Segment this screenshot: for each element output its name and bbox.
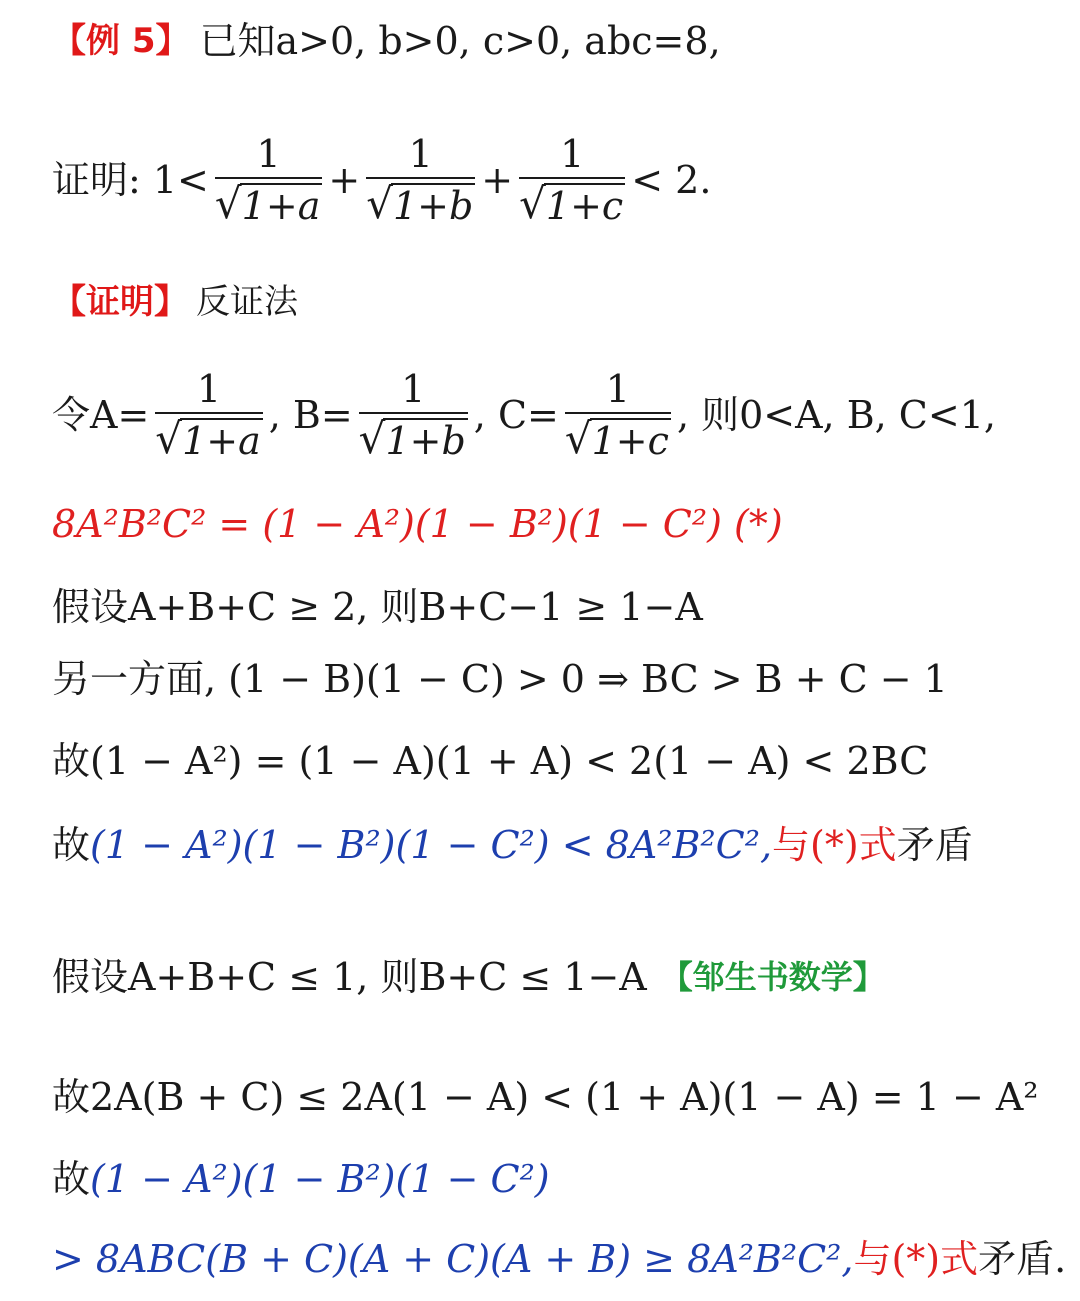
- radicand: 1+a: [241, 184, 321, 228]
- proof-tag: 【证明】: [52, 282, 188, 322]
- hence-4-expr: (1 − A²)(1 − B²)(1 − C²): [90, 1157, 550, 1201]
- final-line: [52, 1237, 1067, 1281]
- plus-sign: +: [481, 158, 514, 202]
- radicand: 1+b: [385, 419, 466, 463]
- fraction-c: [519, 132, 625, 228]
- final-contra: 与(*)式: [853, 1237, 979, 1281]
- radicand: 1+c: [591, 419, 669, 463]
- hence-2-expr: (1 − A²)(1 − B²)(1 − C²) < 8A²B²C²,: [90, 823, 773, 867]
- sqrt-icon: √: [155, 414, 183, 463]
- hence-2-contra: 与(*)式: [772, 823, 897, 867]
- fraction-numerator: 1: [256, 132, 281, 176]
- sqrt-icon: √: [366, 179, 393, 228]
- fraction-numerator: 1: [401, 367, 426, 411]
- sqrt-icon: √: [214, 179, 242, 228]
- watermark-label: 【邹生书数学】: [660, 958, 885, 996]
- fraction-b: [366, 132, 475, 228]
- fraction-numerator: 1: [605, 367, 630, 411]
- radicand: 1+a: [182, 419, 261, 463]
- hence-3: 故2A(B + C) ≤ 2A(1 − A) < (1 + A)(1 − A) = 1 − A²: [52, 1075, 1039, 1119]
- sqrt-denominator: [214, 179, 322, 228]
- final-expr: > 8ABC(B + C)(A + C)(A + B) ≥ 8A²B²C²,: [52, 1237, 854, 1281]
- other-hand: 另一方面, (1 − B)(1 − C) > 0 ⇒ BC > B + C − 1: [52, 657, 948, 701]
- let-c: , C=: [473, 393, 559, 437]
- hence-4: [52, 1157, 550, 1201]
- fraction-b: [358, 367, 468, 463]
- star-identity: 8A²B²C² = (1 − A²)(1 − B²)(1 − C²) (*): [52, 502, 783, 546]
- sqrt-denominator: [155, 414, 262, 463]
- example-header: [52, 19, 721, 63]
- hence-4-gu: 故: [52, 1157, 91, 1201]
- hence-2-gu: 故: [52, 823, 91, 867]
- let-a: 令A=: [52, 393, 150, 437]
- fraction-numerator: 1: [196, 367, 222, 411]
- hence-2-end: 矛盾: [896, 823, 973, 867]
- hence-2: [52, 823, 973, 867]
- given-text: 已知a>0, b>0, c>0, abc=8,: [199, 19, 721, 63]
- fraction-a: [214, 132, 322, 228]
- fraction-c: [564, 367, 671, 463]
- sqrt-icon: √: [358, 414, 386, 463]
- final-end: 矛盾.: [978, 1237, 1067, 1281]
- prove-prefix: 证明: 1<: [52, 158, 209, 202]
- let-tail: , 则0<A, B, C<1,: [676, 393, 996, 437]
- prove-statement: [52, 132, 712, 228]
- fraction-a: [155, 367, 262, 463]
- fraction-numerator: 1: [408, 132, 433, 176]
- radicand: 1+b: [392, 184, 474, 228]
- plus-sign: +: [328, 158, 361, 202]
- sqrt-icon: √: [564, 414, 592, 463]
- fraction-numerator: 1: [560, 132, 585, 176]
- sqrt-denominator: [366, 179, 475, 228]
- prove-suffix: < 2.: [631, 158, 712, 202]
- let-b: , B=: [268, 393, 353, 437]
- sqrt-icon: √: [519, 179, 546, 228]
- example-tag: 【例 5】: [52, 21, 190, 61]
- assumption-2-text: 假设A+B+C ≤ 1, 则B+C ≤ 1−A: [52, 955, 647, 999]
- assumption-1: 假设A+B+C ≥ 2, 则B+C−1 ≥ 1−A: [52, 585, 703, 629]
- hence-1: 故(1 − A²) = (1 − A)(1 + A) < 2(1 − A) < 2BC: [52, 739, 929, 783]
- proof-header: [52, 282, 298, 322]
- sqrt-denominator: [564, 414, 671, 463]
- let-definitions: [52, 367, 996, 463]
- assumption-2: [52, 955, 885, 999]
- sqrt-denominator: [519, 179, 625, 228]
- proof-method: 反证法: [196, 282, 298, 322]
- radicand: 1+c: [545, 184, 624, 228]
- sqrt-denominator: [358, 414, 468, 463]
